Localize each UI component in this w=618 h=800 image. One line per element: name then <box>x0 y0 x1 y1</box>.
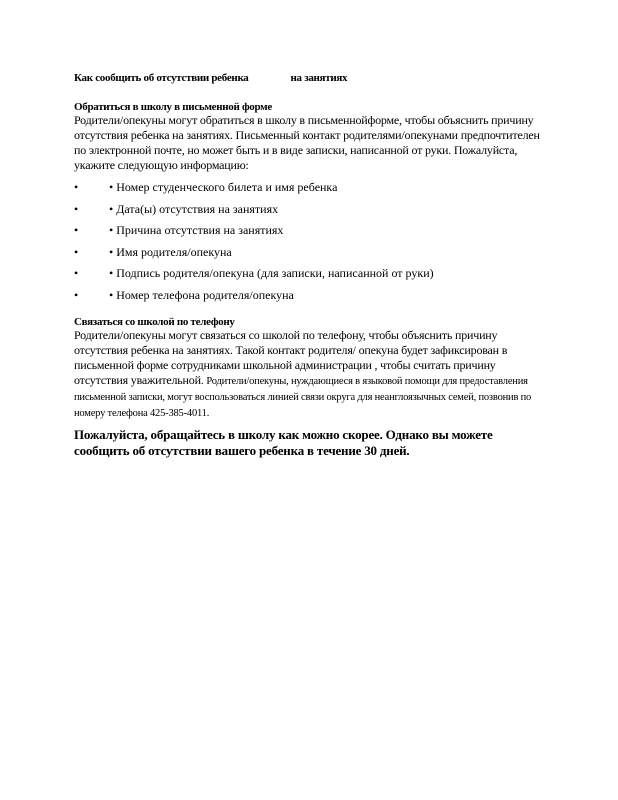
bullet-marker: • <box>74 244 79 259</box>
list-item-text: • Имя родителя/опекуна <box>109 244 232 259</box>
bullet-marker: • <box>74 223 79 237</box>
section-phone-main-text: Родители/опекуны могут связаться со школой по телефону, чтобы объяснить причину отсутствия ребенка на занятиях. Такой контакт родителя/ опекуна будет зафиксирован в письменной форме сотрудниками школьной администрации , чтобы считать причину отсутствия уважительной. <box>74 328 508 387</box>
list-item <box>74 288 544 310</box>
list-item <box>74 266 544 288</box>
title-part-1: Как сообщить об отсутствии ребенка <box>74 72 249 84</box>
list-item <box>74 223 544 245</box>
document-title <box>74 72 347 84</box>
section-phone-language-help-text: Родители/опекуны, нуждающиеся в языковой помощи для предоставления письменной записки, могут воспользоваться линией связи округа для неанглоязычных семей, позвонив по номеру телефона 425-385-4011. <box>74 376 532 419</box>
bullet-marker: • <box>74 201 79 216</box>
section-written-heading: Обратиться в школу в письменной форме <box>74 101 272 113</box>
section-phone-heading: Связаться со школой по телефону <box>74 316 235 328</box>
list-item <box>74 180 544 202</box>
title-part-2: на занятиях <box>290 72 348 84</box>
bullet-marker: • <box>74 180 79 194</box>
required-info-list <box>74 180 544 309</box>
bullet-marker: • <box>74 266 79 280</box>
list-item <box>74 245 544 267</box>
bullet-marker: • <box>74 287 79 302</box>
list-item-text: • Причина отсутствия на занятиях <box>109 223 284 237</box>
list-item-text: • Номер телефона родителя/опекуна <box>109 287 294 302</box>
list-item-text: • Подпись родителя/опекуна (для записки, написанной от руки) <box>109 266 434 280</box>
list-item <box>74 202 544 224</box>
closing-note: Пожалуйста, обращайтесь в школу как можно скорее. Однако вы можете сообщить об отсутствии вашего ребенка в течение 30 дней. <box>74 427 493 458</box>
list-item-text: • Дата(ы) отсутствия на занятиях <box>109 201 279 216</box>
list-item-text: • Номер студенческого билета и имя ребенка <box>109 180 338 194</box>
section-written-body: Родители/опекуны могут обратиться в школу в письменнойформе, чтобы объяснить причину отсутствия ребенка на занятиях. Письменный контакт родителями/опекунами предпочтителен по электронной почте, но может быть и в виде записки, написанной от руки. Пожалуйста, укажите следующую информацию: <box>74 113 540 172</box>
section-phone-body <box>74 328 549 421</box>
